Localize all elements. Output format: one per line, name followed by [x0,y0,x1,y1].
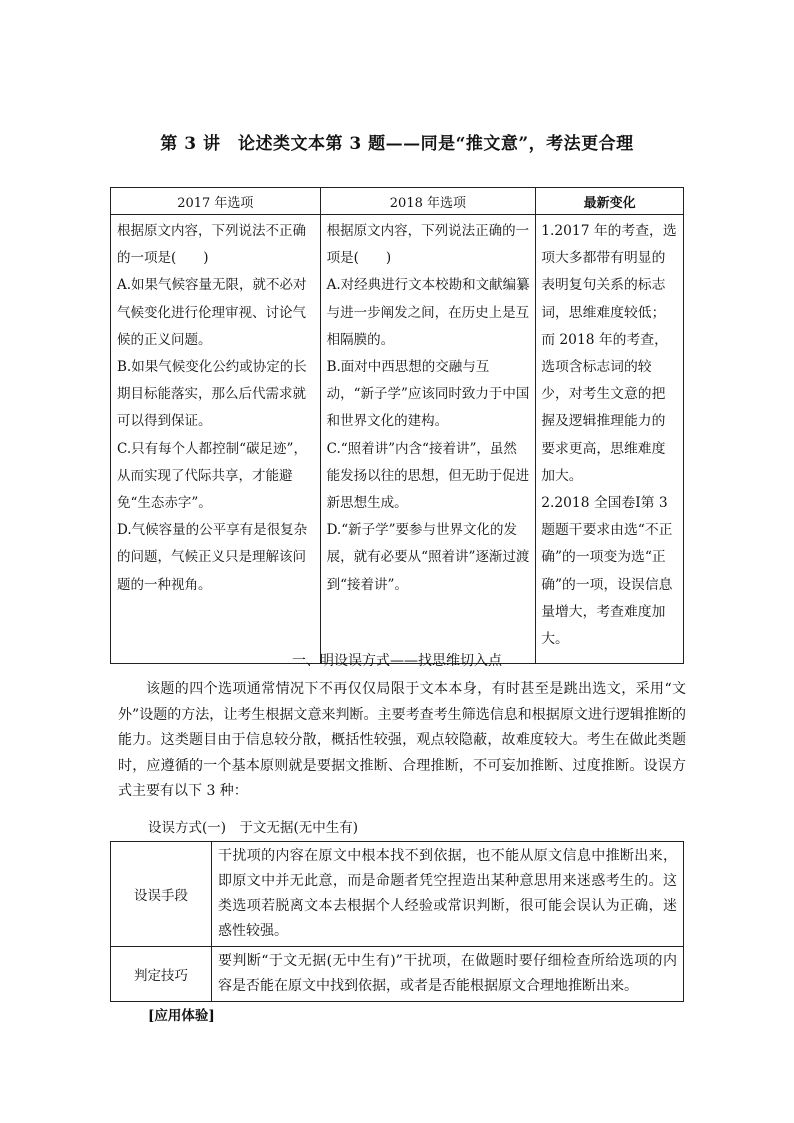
header-2018: 2018 年选项 [320,188,536,215]
section-paragraph: 该题的四个选项通常情况下不再仅仅局限于文本本身，有时甚至是跳出选文，采用“文外”设题的方法，让考生根据文意来判断。主要考查考生筛选信息和根据原文进行逻辑推断的能力。这类题目由于信息较分散，概括性较强，观点较隐蔽，故难度较大。考生在做此类题时，应遵循的一个基本原则就是要据文推断、合理推断，不可妄加推断、过度推断。设误方式主要有以下 3 种： [118,681,686,799]
method-label: 设误手段 [111,842,212,947]
cell-2018-options [320,215,536,664]
apply-label: [应用体验] [148,1008,215,1024]
method-label: 判定技巧 [111,947,212,1002]
option-2018-d: D.“新子学”要参与世界文化的发展，就有必要从“照着讲”逐渐过渡到“接着讲”。 [326,522,530,593]
header-latest-change: 最新变化 [536,188,684,215]
option-2017-b: B.如果气候变化公约或协定的长期目标能落实，那么后代需求就可以得到保证。 [117,359,307,430]
method-row [111,842,684,947]
change-point-2: 2.2018 全国卷Ⅰ第 3 题题干要求由选“不正确”的一项变为选“正确”的一项，设误信息量增大，考查难度加大。 [541,495,673,648]
method-row [111,947,684,1002]
comparison-header-row [111,188,684,215]
option-2018-c: C.“照着讲”内含“接着讲”，虽然能发扬以往的思想，但无助于促进新思想生成。 [326,440,530,512]
cell-latest-change [536,215,684,664]
option-2018-b: B.面对中西思想的交融与互动，“新子学”应该同时致力于中国和世界文化的建构。 [326,359,530,430]
method-value: 干扰项的内容在原文中根本找不到依据，也不能从原文信息中推断出来，即原文中并无此意，而是命题者凭空捏造出某种意思用来迷惑考生的。这类选项若脱离文本去根据个人经验或常识判断，很可能会误认为正确，迷惑性较强。 [212,842,684,947]
cell-2017-options [111,215,321,664]
option-2017-c: C.只有每个人都控制“碳足迹”，从而实现了代际共享，才能避免“生态赤字”。 [117,440,307,512]
comparison-body-row [111,215,684,664]
option-2017-a: A.如果气候容量无限，就不必对气候变化进行伦理审视、讨论气候的正义问题。 [117,277,307,348]
question-2017: 根据原文内容，下列说法不正确的一项是( ) [117,223,306,267]
page-title: 第 3 讲 论述类文本第 3 题——同是“推文意”，考法更合理 [160,134,634,154]
method-title: 设误方式(一) 于文无据(无中生有) [148,820,359,836]
section-title: 一、明设误方式——找思维切入点 [292,653,502,669]
comparison-table [110,187,684,664]
method-value: 要判断“于文无据(无中生有)”干扰项，在做题时要仔细检查所给选项的内容是否能在原文中找到依据，或者是否能根据原文合理地推断出来。 [212,947,684,1002]
change-point-1: 1.2017 年的考查，选项大多都带有明显的表明复句关系的标志词，思维难度较低；而 2018 年的考查，选项含标志词的较少，对考生文意的把握及逻辑推理能力的要求更高，思维难度加大。 [541,223,677,484]
header-2017: 2017 年选项 [111,188,321,215]
option-2017-d: D.气候容量的公平享有是很复杂的问题，气候正义只是理解该问题的一种视角。 [117,522,308,593]
method-table [110,841,684,1002]
option-2018-a: A.对经典进行文本校勘和文献编纂与进一步阐发之间，在历史上是互相隔膜的。 [326,277,530,348]
question-2018: 根据原文内容，下列说法正确的一项是( ) [326,223,530,267]
